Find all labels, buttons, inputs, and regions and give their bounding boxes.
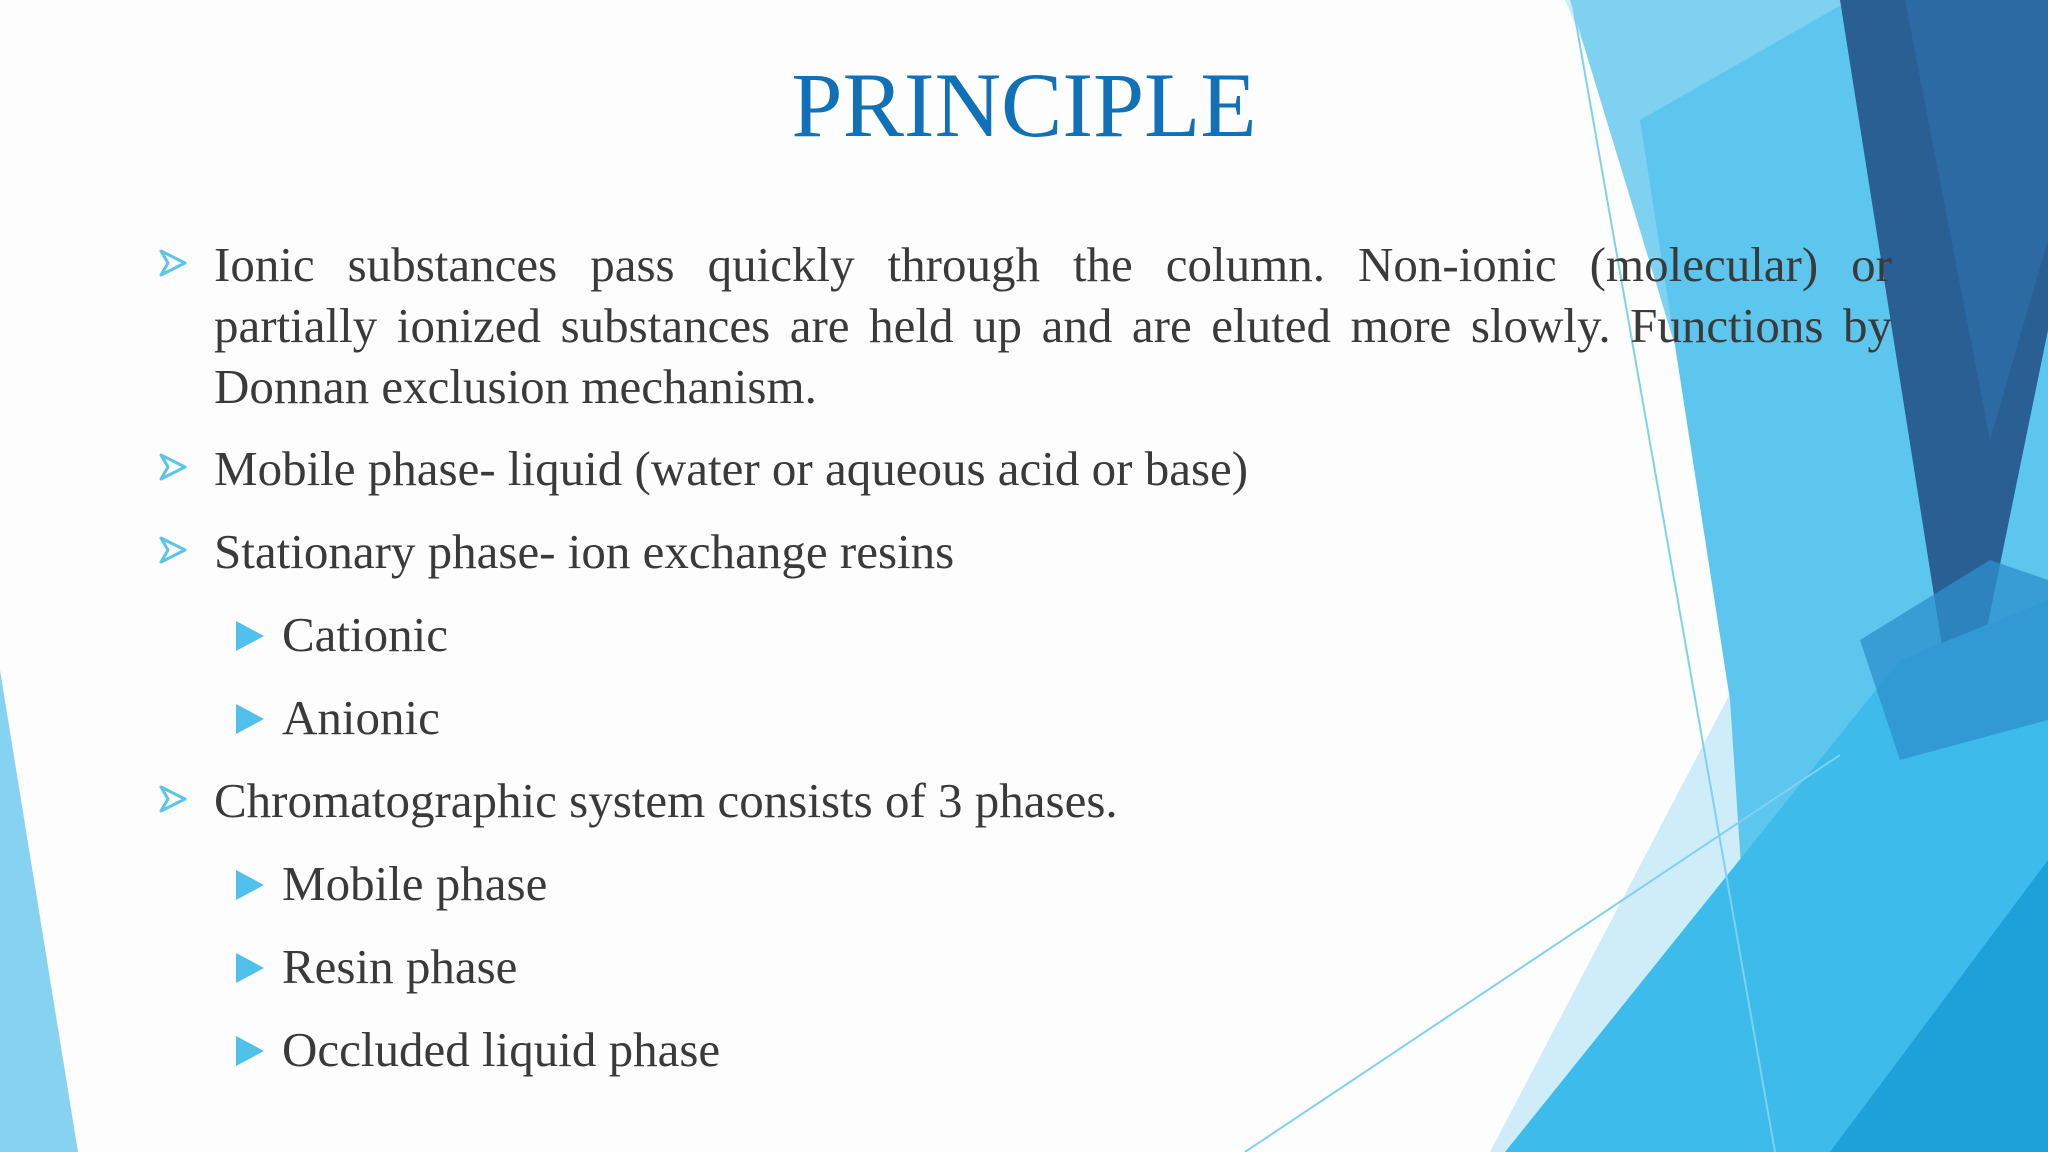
filled-triangle-icon xyxy=(236,953,264,983)
sub-list-item-text: Cationic xyxy=(282,607,449,662)
sub-list-item xyxy=(282,604,448,665)
sub-list-item xyxy=(282,853,547,914)
list-item-text: Mobile phase- liquid (water or aqueous acid or base) xyxy=(214,441,1249,496)
sub-list-item xyxy=(282,936,517,997)
filled-triangle-icon xyxy=(236,621,264,651)
list-item-text-line: Donnan exclusion mechanism. xyxy=(214,359,817,414)
open-arrowhead-icon xyxy=(158,452,188,482)
sub-list-item-text: Resin phase xyxy=(282,939,518,994)
filled-triangle-icon xyxy=(236,704,264,734)
sub-list-item-text: Mobile phase xyxy=(282,856,548,911)
filled-triangle-icon xyxy=(236,870,264,900)
filled-triangle-icon xyxy=(236,1036,264,1066)
slide-title: PRINCIPLE xyxy=(791,54,1257,156)
sub-list-item-text: Anionic xyxy=(282,690,440,745)
list-item xyxy=(214,521,954,582)
sub-list-item xyxy=(282,687,440,748)
open-arrowhead-icon xyxy=(158,248,188,278)
list-item xyxy=(214,234,1892,417)
list-item-text: Stationary phase- ion exchange resins xyxy=(214,524,955,579)
open-arrowhead-icon xyxy=(158,784,188,814)
list-item xyxy=(214,770,1118,831)
sub-list-item-text: Occluded liquid phase xyxy=(282,1022,721,1077)
list-item-text: Chromatographic system consists of 3 phases. xyxy=(214,773,1118,828)
open-arrowhead-icon xyxy=(158,535,188,565)
sub-list-item xyxy=(282,1019,720,1080)
list-item-text-line: Ionic substances pass quickly through the column. Non-ionic (molecular) or xyxy=(214,237,1892,292)
list-item xyxy=(214,438,1248,499)
list-item-text-line: partially ionized substances are held up and are eluted more slowly. Functions by xyxy=(214,298,1892,353)
